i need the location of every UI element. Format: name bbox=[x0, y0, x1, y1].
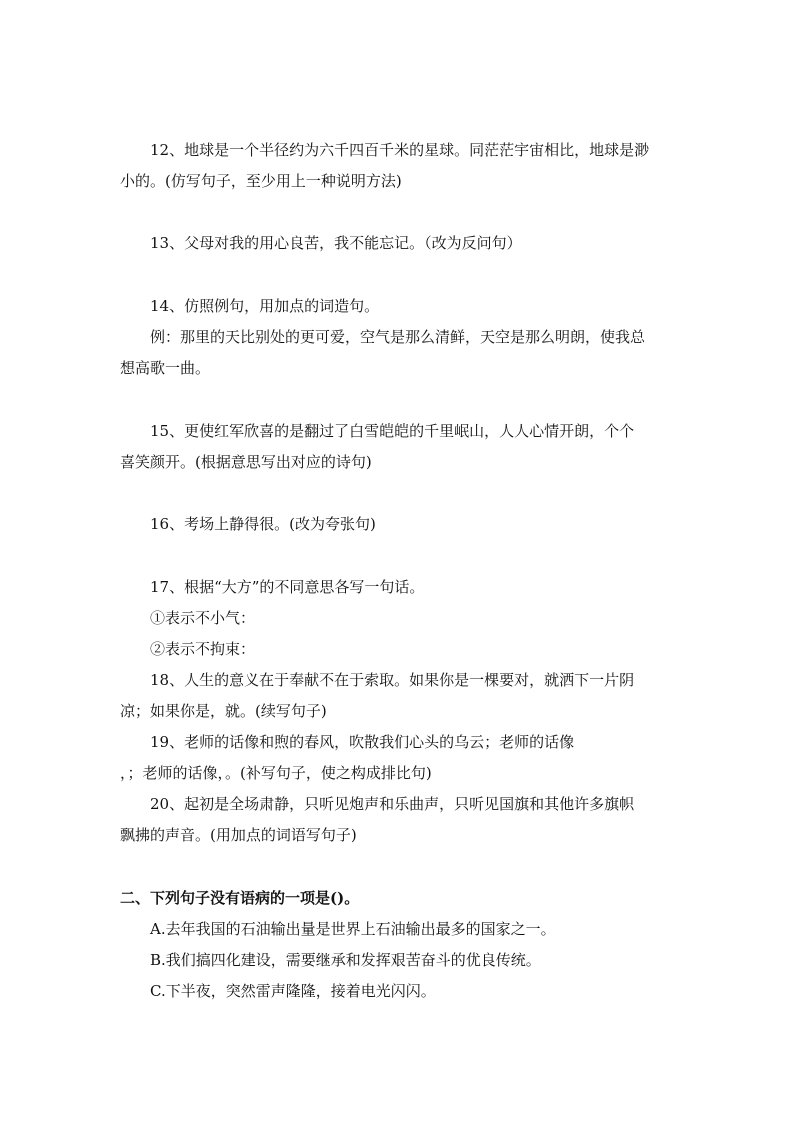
q20-line-1: 20、起初是全场肃静，只听见炮声和乐曲声，只听见国旗和其他许多旗帜 bbox=[150, 795, 635, 813]
option-c: C.下半夜，突然雷声隆隆，接着电光闪闪。 bbox=[150, 982, 436, 1000]
q14-line-1: 14、仿照例句，用加点的词造句。 bbox=[150, 297, 380, 315]
section-2-heading: 二、下列句子没有语病的一项是()。 bbox=[120, 889, 360, 907]
q17-line-1: 17、根据“大方”的不同意思各写一句话。 bbox=[150, 578, 425, 596]
q17-item-2: ②表示不拘束： bbox=[150, 640, 256, 658]
q12-line-1: 12、地球是一个半径约为六千四百千米的星球。同茫茫宇宙相比，地球是渺 bbox=[150, 141, 650, 159]
q12-line-2: 小的。(仿写句子，至少用上一种说明方法) bbox=[120, 172, 402, 190]
q16-line-1: 16、考场上静得很。(改为夸张句) bbox=[150, 515, 376, 533]
q18-line-2: 凉；如果你是，就。(续写句子) bbox=[120, 702, 327, 720]
q14-example-line-2: 想高歌一曲。 bbox=[120, 359, 211, 377]
q15-line-1: 15、更使红军欣喜的是翻过了白雪皑皑的千里岷山，人人心情开朗，个个 bbox=[150, 422, 635, 440]
q14-example-line-1: 例：那里的天比别处的更可爱，空气是那么清鲜，天空是那么明朗，使我总 bbox=[150, 328, 646, 346]
option-a: A.去年我国的石油输出量是世界上石油输出最多的国家之一。 bbox=[150, 920, 556, 938]
q13-line-1: 13、父母对我的用心良苦，我不能忘记。（改为反问句） bbox=[150, 234, 522, 252]
q19-line-2: ，；老师的话像，。(补写句子，使之构成排比句) bbox=[120, 764, 432, 782]
q15-line-2: 喜笑颜开。(根据意思写出对应的诗句) bbox=[120, 453, 372, 471]
option-b: B.我们搞四化建设，需要继承和发挥艰苦奋斗的优良传统。 bbox=[150, 951, 541, 969]
q18-line-1: 18、人生的意义在于奉献不在于索取。如果你是一棵要对，就洒下一片阴 bbox=[150, 671, 635, 689]
q19-line-1: 19、老师的话像和煦的春风，吹散我们心头的乌云；老师的话像 bbox=[150, 733, 575, 751]
q17-item-1: ①表示不小气： bbox=[150, 609, 256, 627]
q20-line-2: 飘拂的声音。(用加点的词语写句子) bbox=[120, 826, 357, 844]
